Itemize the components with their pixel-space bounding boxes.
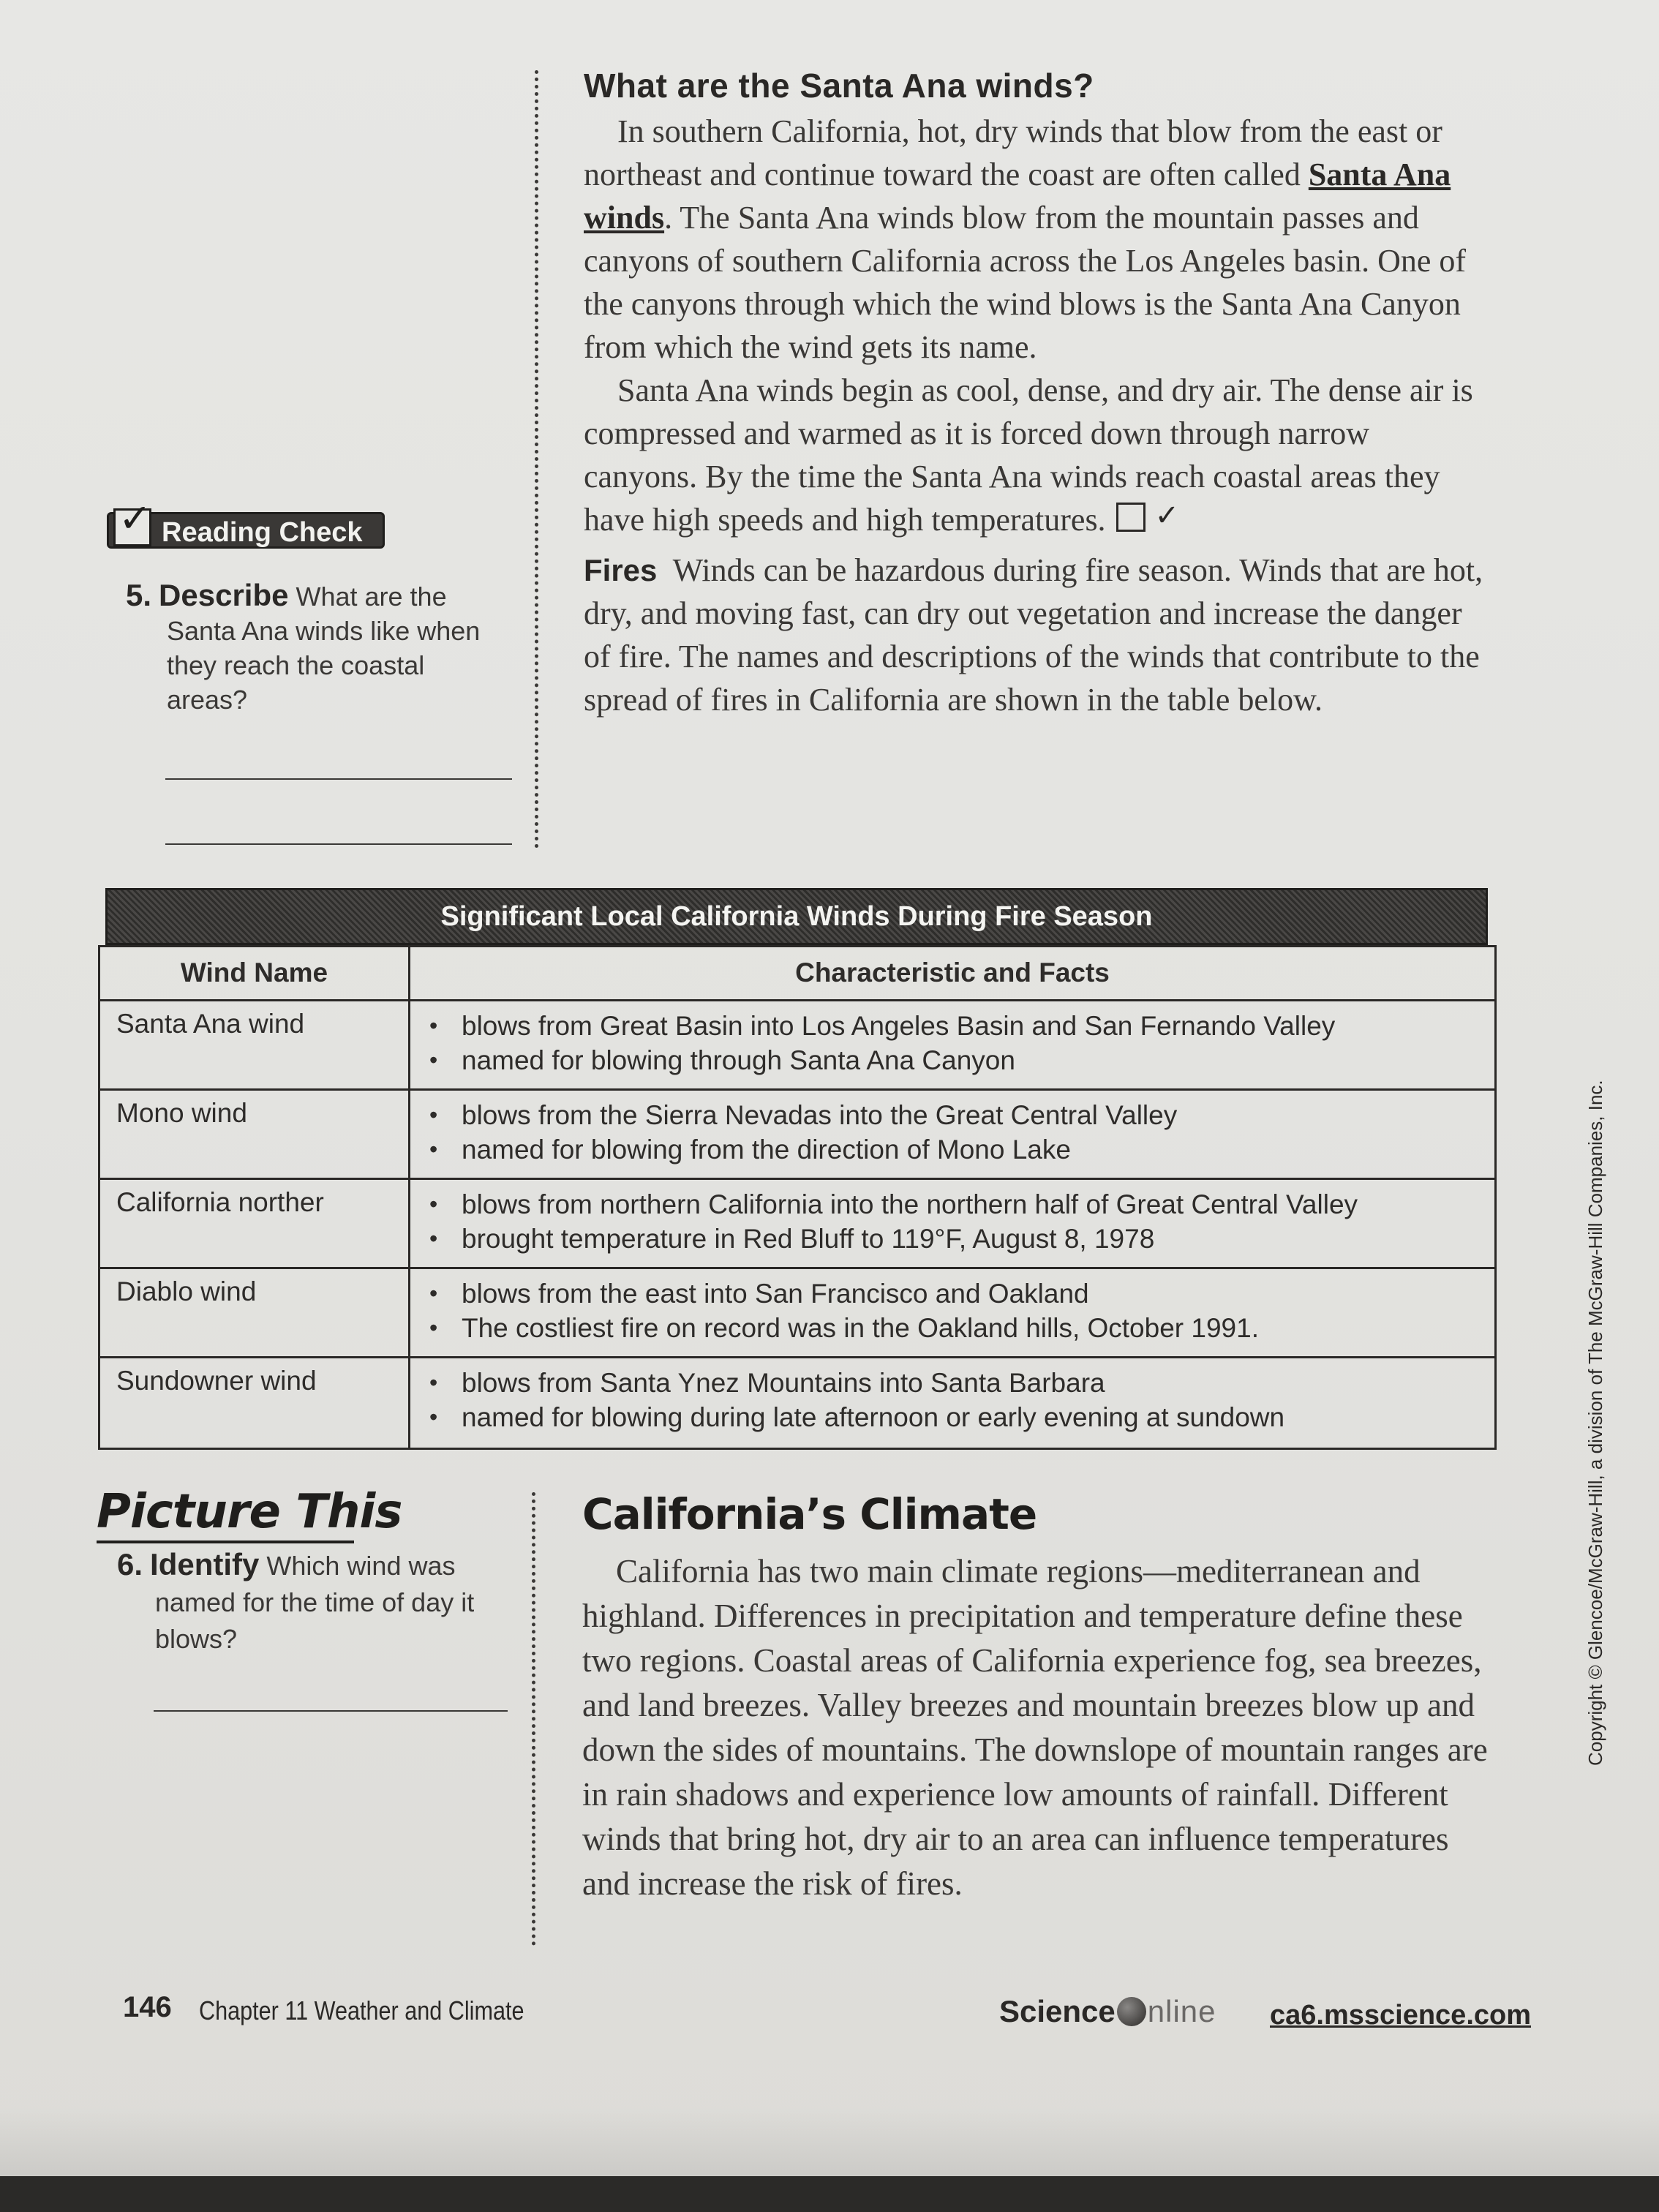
- section2-body: [582, 1549, 1489, 1906]
- question-6-verb: Identify: [150, 1547, 260, 1581]
- question-5-verb: Describe: [159, 578, 289, 612]
- science-word: Science: [999, 1994, 1116, 2028]
- table-row: [100, 1091, 1494, 1180]
- table-row: [100, 1001, 1494, 1091]
- chapter-title: Chapter 11 Weather and Climate: [199, 1995, 524, 2025]
- vocab-term-santa-ana-winds: Santa Ana winds: [584, 157, 1451, 236]
- fact-bullet: • named for blowing during late afternoon or early evening at sundown: [424, 1400, 1494, 1434]
- paragraph-fires: [584, 549, 1483, 721]
- question-5: [126, 578, 506, 717]
- answer-line-6[interactable]: [154, 1710, 508, 1712]
- column-divider-bottom: [532, 1492, 535, 1946]
- wind-facts-cell: [410, 1269, 1494, 1356]
- fact-bullet: • named for blowing through Santa Ana Canyon: [424, 1043, 1494, 1077]
- fact-bullet: • blows from the east into San Francisco and Oakland: [424, 1276, 1494, 1311]
- picture-this-heading: Picture This: [97, 1485, 402, 1539]
- para1-after: . The Santa Ana winds blow from the mountain passes and canyons of southern California across the Los Angeles basin. One of the canyons through which the wind blows is the Santa Ana Canyon from which the wind gets its name.: [584, 200, 1467, 365]
- wind-name-cell: Sundowner wind: [100, 1358, 410, 1448]
- table-row: [100, 1358, 1494, 1448]
- wind-facts-cell: [410, 1091, 1494, 1178]
- page-shadow: [0, 2107, 1659, 2176]
- header-characteristics: Characteristic and Facts: [795, 958, 1110, 988]
- question-5-number: 5.: [126, 578, 152, 612]
- wind-name-cell: Santa Ana wind: [100, 1001, 410, 1088]
- wind-facts-cell: [410, 1180, 1494, 1267]
- para2-text: Santa Ana winds begin as cool, dense, and dry air. The dense air is compressed and warmed as it is forced down through narrow canyons. By the time the Santa Ana winds reach coastal areas they have high speeds and high temperatures.: [584, 372, 1473, 538]
- checkmark-icon: [113, 508, 151, 546]
- wind-name-cell: California norther: [100, 1180, 410, 1267]
- paragraph-santa-ana-definition: [584, 110, 1483, 369]
- table-row: [100, 1269, 1494, 1358]
- table-grid: [98, 945, 1497, 1450]
- fact-bullet: • blows from the Sierra Nevadas into the Great Central Valley: [424, 1098, 1494, 1132]
- question-6-text: Which wind was named for the time of day it blows?: [155, 1551, 475, 1654]
- question-6: [117, 1546, 512, 1658]
- fact-bullet: • blows from northern California into the northern half of Great Central Valley: [424, 1187, 1494, 1222]
- reading-check-badge: [107, 512, 385, 549]
- reading-check-icon: [1116, 503, 1146, 532]
- para1-before: In southern California, hot, dry winds that blow from the east or northeast and continue toward the coast are often called: [584, 113, 1442, 192]
- header-wind-name: Wind Name: [100, 947, 410, 999]
- science-online-logo[interactable]: [999, 1994, 1216, 2029]
- wind-name-cell: Diablo wind: [100, 1269, 410, 1356]
- wind-name-cell: Mono wind: [100, 1091, 410, 1178]
- paragraph-climate: California has two main climate regions—mediterranean and highland. Differences in precipitation and temperature define these two regions. Coastal areas of California experience fog, sea breezes, and land breezes. Valley breezes and mountain breezes blow up and down the sides of mountains. The downslope of mountain ranges are in rain shadows and experience low amounts of rainfall. Different winds that bring hot, dry air to an area can influence temperatures and increase the risk of fires.: [582, 1553, 1488, 1902]
- picture-this-underline: [97, 1540, 354, 1543]
- table-row: [100, 1180, 1494, 1269]
- wind-facts-cell: [410, 1358, 1494, 1448]
- column-divider-top: [535, 70, 538, 849]
- question-6-number: 6.: [117, 1547, 143, 1581]
- copyright-notice: Copyright © Glencoe/McGraw-Hill, a division of The McGraw-Hill Companies, Inc.: [1584, 1080, 1606, 1766]
- answer-line-5b[interactable]: [165, 843, 512, 845]
- fires-text: Winds can be hazardous during fire season. Winds that are hot, dry, and moving fast, can dry out vegetation and increase the danger of fire. The names and descriptions of the winds that contribute to the spread of fires in California are shown in the table below.: [584, 552, 1483, 718]
- globe-icon: [1117, 1997, 1146, 2026]
- reading-check-label: Reading Check: [162, 517, 363, 548]
- winds-table: [98, 888, 1497, 1451]
- table-header-row: [100, 947, 1494, 1001]
- answer-line-5a[interactable]: [165, 778, 512, 780]
- online-word: nline: [1147, 1994, 1216, 2028]
- fact-bullet: • brought temperature in Red Bluff to 119°F, August 8, 1978: [424, 1222, 1494, 1256]
- fact-bullet: • named for blowing from the direction of Mono Lake: [424, 1132, 1494, 1167]
- paragraph-santa-ana-formation: [584, 369, 1483, 541]
- website-link[interactable]: ca6.msscience.com: [1270, 2000, 1532, 2031]
- wind-facts-cell: [410, 1001, 1494, 1088]
- table-title: Significant Local California Winds During Fire Season: [105, 888, 1488, 945]
- section-heading-climate: California’s Climate: [582, 1489, 1037, 1539]
- section-heading-santa-ana: What are the Santa Ana winds?: [584, 67, 1094, 105]
- page-number: 146: [123, 1991, 172, 2023]
- section1-body: [584, 110, 1483, 721]
- fires-label: Fires: [584, 553, 658, 587]
- fact-bullet: • The costliest fire on record was in the Oakland hills, October 1991.: [424, 1311, 1494, 1345]
- question-5-text: What are the Santa Ana winds like when they reach the coastal areas?: [167, 582, 481, 715]
- fact-bullet: • blows from Great Basin into Los Angeles Basin and San Fernando Valley: [424, 1009, 1494, 1043]
- fact-bullet: • blows from Santa Ynez Mountains into Santa Barbara: [424, 1366, 1494, 1400]
